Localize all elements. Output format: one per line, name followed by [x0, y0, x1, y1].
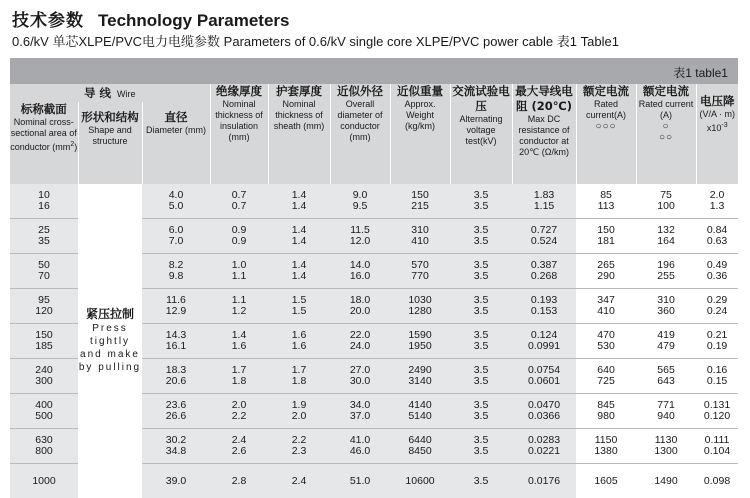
- cell-sheath: 1.4 1.4: [268, 254, 330, 289]
- cell-rated1: 85 113: [576, 184, 636, 219]
- cell-rated1: 1605: [576, 464, 636, 498]
- cell-resistance: 0.124 0.0991: [512, 324, 576, 359]
- cell-diameter: 8.2 9.8: [142, 254, 210, 289]
- cell-vdrop: 2.0 1.3: [696, 184, 738, 219]
- structure-cn: 紧压拉制: [78, 309, 142, 320]
- cell-sheath: 1.4 1.4: [268, 184, 330, 219]
- cell-weight: 1030 1280: [390, 289, 450, 324]
- cell-rated2: 1490: [636, 464, 696, 498]
- header-weight: 近似重量 Approx. Weight (kg/km): [390, 84, 450, 184]
- cell-resistance: 0.0470 0.0366: [512, 394, 576, 429]
- cell-section: 630 800: [10, 429, 78, 464]
- page-title: [12, 6, 289, 28]
- header-diameter: 直径 Diameter (mm): [142, 102, 210, 184]
- cell-overall: 51.0: [330, 464, 390, 498]
- cell-rated2: 419 479: [636, 324, 696, 359]
- cell-test: 3.5 3.5: [450, 429, 512, 464]
- table-body: [10, 184, 738, 498]
- cell-sheath: 1.7 1.8: [268, 359, 330, 394]
- cell-weight: 4140 5140: [390, 394, 450, 429]
- header-rated-current-trefoil: 额定电流 Rated current(A) ○○○: [576, 84, 636, 184]
- cell-insulation: 2.0 2.2: [210, 394, 268, 429]
- cell-diameter: 30.2 34.8: [142, 429, 210, 464]
- cell-overall: 41.0 46.0: [330, 429, 390, 464]
- cell-resistance: 0.727 0.524: [512, 219, 576, 254]
- cell-overall: 22.0 24.0: [330, 324, 390, 359]
- cell-resistance: 0.0176: [512, 464, 576, 498]
- cell-test: 3.5 3.5: [450, 324, 512, 359]
- cell-test: 3.5: [450, 464, 512, 498]
- cell-section: 240 300: [10, 359, 78, 394]
- cell-weight: 2490 3140: [390, 359, 450, 394]
- cell-resistance: 1.83 1.15: [512, 184, 576, 219]
- cell-diameter: 4.0 5.0: [142, 184, 210, 219]
- cell-resistance: 0.193 0.153: [512, 289, 576, 324]
- cell-rated2: 771 940: [636, 394, 696, 429]
- cell-diameter: 23.6 26.6: [142, 394, 210, 429]
- cell-vdrop: 0.098: [696, 464, 738, 498]
- header-structure: 形状和结构 Shape and structure: [78, 102, 142, 184]
- cell-overall: 27.0 30.0: [330, 359, 390, 394]
- cell-test: 3.5 3.5: [450, 254, 512, 289]
- cell-section: 150 185: [10, 324, 78, 359]
- table-banner: [10, 58, 738, 84]
- table-subtitle: 0.6/kV 单芯XLPE/PVC电力电缆参数 Parameters of 0.6/kV single core XLPE/PVC power cable 表1 Table1: [12, 31, 619, 50]
- cell-rated2: 310 360: [636, 289, 696, 324]
- cell-vdrop: 0.111 0.104: [696, 429, 738, 464]
- cell-rated1: 640 725: [576, 359, 636, 394]
- cell-vdrop: 0.29 0.24: [696, 289, 738, 324]
- cell-resistance: 0.0283 0.0221: [512, 429, 576, 464]
- cell-diameter: 18.3 20.6: [142, 359, 210, 394]
- cell-section: 50 70: [10, 254, 78, 289]
- cell-rated1: 347 410: [576, 289, 636, 324]
- title-en: Technology Parameters: [98, 11, 289, 30]
- header-overall-diameter: 近似外径 Overall diameter of conductor (mm): [330, 84, 390, 184]
- header-voltage-drop: 电压降 (V/A · m) $x10^{-3}$: [696, 84, 738, 184]
- cell-insulation: 1.7 1.8: [210, 359, 268, 394]
- cell-rated2: 1130 1300: [636, 429, 696, 464]
- cell-rated1: 1150 1380: [576, 429, 636, 464]
- cell-overall: 18.0 20.0: [330, 289, 390, 324]
- header-rated-current-flat: 额定电流 Rated current (A) ○ ○○: [636, 84, 696, 184]
- cell-insulation: 2.8: [210, 464, 268, 498]
- cell-rated1: 470 530: [576, 324, 636, 359]
- header-section: 标称截面 Nominal cross-sectional area of conductor $(mm^2)$: [10, 102, 78, 184]
- cell-resistance: 0.0754 0.0601: [512, 359, 576, 394]
- cell-rated1: 845 980: [576, 394, 636, 429]
- cell-overall: 9.0 9.5: [330, 184, 390, 219]
- cell-sheath: 2.4: [268, 464, 330, 498]
- cell-rated1: 150 181: [576, 219, 636, 254]
- cell-test: 3.5 3.5: [450, 394, 512, 429]
- cell-diameter: 39.0: [142, 464, 210, 498]
- cell-test: 3.5 3.5: [450, 289, 512, 324]
- cell-weight: 10600: [390, 464, 450, 498]
- cell-diameter: 14.3 16.1: [142, 324, 210, 359]
- cell-vdrop: 0.16 0.15: [696, 359, 738, 394]
- cell-vdrop: 0.21 0.19: [696, 324, 738, 359]
- header-dc-resistance: 最大导线电阻 (20℃) Max DC resistance of conductor at 20℃ (Ω/km): [512, 84, 576, 184]
- cell-section: 95 120: [10, 289, 78, 324]
- cell-structure: [78, 184, 142, 498]
- cell-sheath: 1.5 1.5: [268, 289, 330, 324]
- cell-rated2: 196 255: [636, 254, 696, 289]
- cell-insulation: 1.1 1.2: [210, 289, 268, 324]
- header-insulation: 绝缘厚度 Nominal thickness of insulation (mm): [210, 84, 268, 184]
- cell-test: 3.5 3.5: [450, 359, 512, 394]
- header-sheath: 护套厚度 Nominal thickness of sheath (mm): [268, 84, 330, 184]
- cell-section: 400 500: [10, 394, 78, 429]
- parameters-table: [10, 84, 738, 498]
- cell-test: 3.5 3.5: [450, 184, 512, 219]
- header-wire-group: 导 线 Wire: [10, 84, 210, 102]
- cell-overall: 14.0 16.0: [330, 254, 390, 289]
- cell-test: 3.5 3.5: [450, 219, 512, 254]
- cell-section: 10 16: [10, 184, 78, 219]
- table-header: [10, 84, 738, 184]
- cell-diameter: 11.6 12.9: [142, 289, 210, 324]
- cell-insulation: 1.4 1.6: [210, 324, 268, 359]
- trefoil-bottom-icon: ○○: [637, 132, 696, 143]
- cell-weight: 310 410: [390, 219, 450, 254]
- cell-overall: 34.0 37.0: [330, 394, 390, 429]
- cell-diameter: 6.0 7.0: [142, 219, 210, 254]
- cell-overall: 11.5 12.0: [330, 219, 390, 254]
- cell-vdrop: 0.49 0.36: [696, 254, 738, 289]
- cell-insulation: 0.9 0.9: [210, 219, 268, 254]
- header-voltage-test: 交流试验电压 Alternating voltage test(kV): [450, 84, 512, 184]
- cell-resistance: 0.387 0.268: [512, 254, 576, 289]
- trefoil-top-icon: ○: [637, 121, 696, 132]
- cell-sheath: 2.2 2.3: [268, 429, 330, 464]
- flat-formation-icon: ○○○: [577, 121, 636, 132]
- cell-section: 25 35: [10, 219, 78, 254]
- cell-rated1: 265 290: [576, 254, 636, 289]
- cell-weight: 1590 1950: [390, 324, 450, 359]
- cell-rated2: 132 164: [636, 219, 696, 254]
- cell-rated2: 75 100: [636, 184, 696, 219]
- cell-weight: 150 215: [390, 184, 450, 219]
- cell-vdrop: 0.131 0.120: [696, 394, 738, 429]
- cell-sheath: 1.4 1.4: [268, 219, 330, 254]
- cell-sheath: 1.6 1.6: [268, 324, 330, 359]
- cell-vdrop: 0.84 0.63: [696, 219, 738, 254]
- structure-en: Press tightly and make by pulling: [78, 322, 142, 374]
- table-row: [10, 184, 738, 219]
- cell-section: 1000: [10, 464, 78, 498]
- cell-weight: 570 770: [390, 254, 450, 289]
- cell-insulation: 0.7 0.7: [210, 184, 268, 219]
- cell-insulation: 2.4 2.6: [210, 429, 268, 464]
- cell-insulation: 1.0 1.1: [210, 254, 268, 289]
- cell-rated2: 565 643: [636, 359, 696, 394]
- title-cn: 技术参数: [12, 11, 84, 31]
- cell-sheath: 1.9 2.0: [268, 394, 330, 429]
- cell-weight: 6440 8450: [390, 429, 450, 464]
- table-label: 表1 table1: [673, 64, 728, 81]
